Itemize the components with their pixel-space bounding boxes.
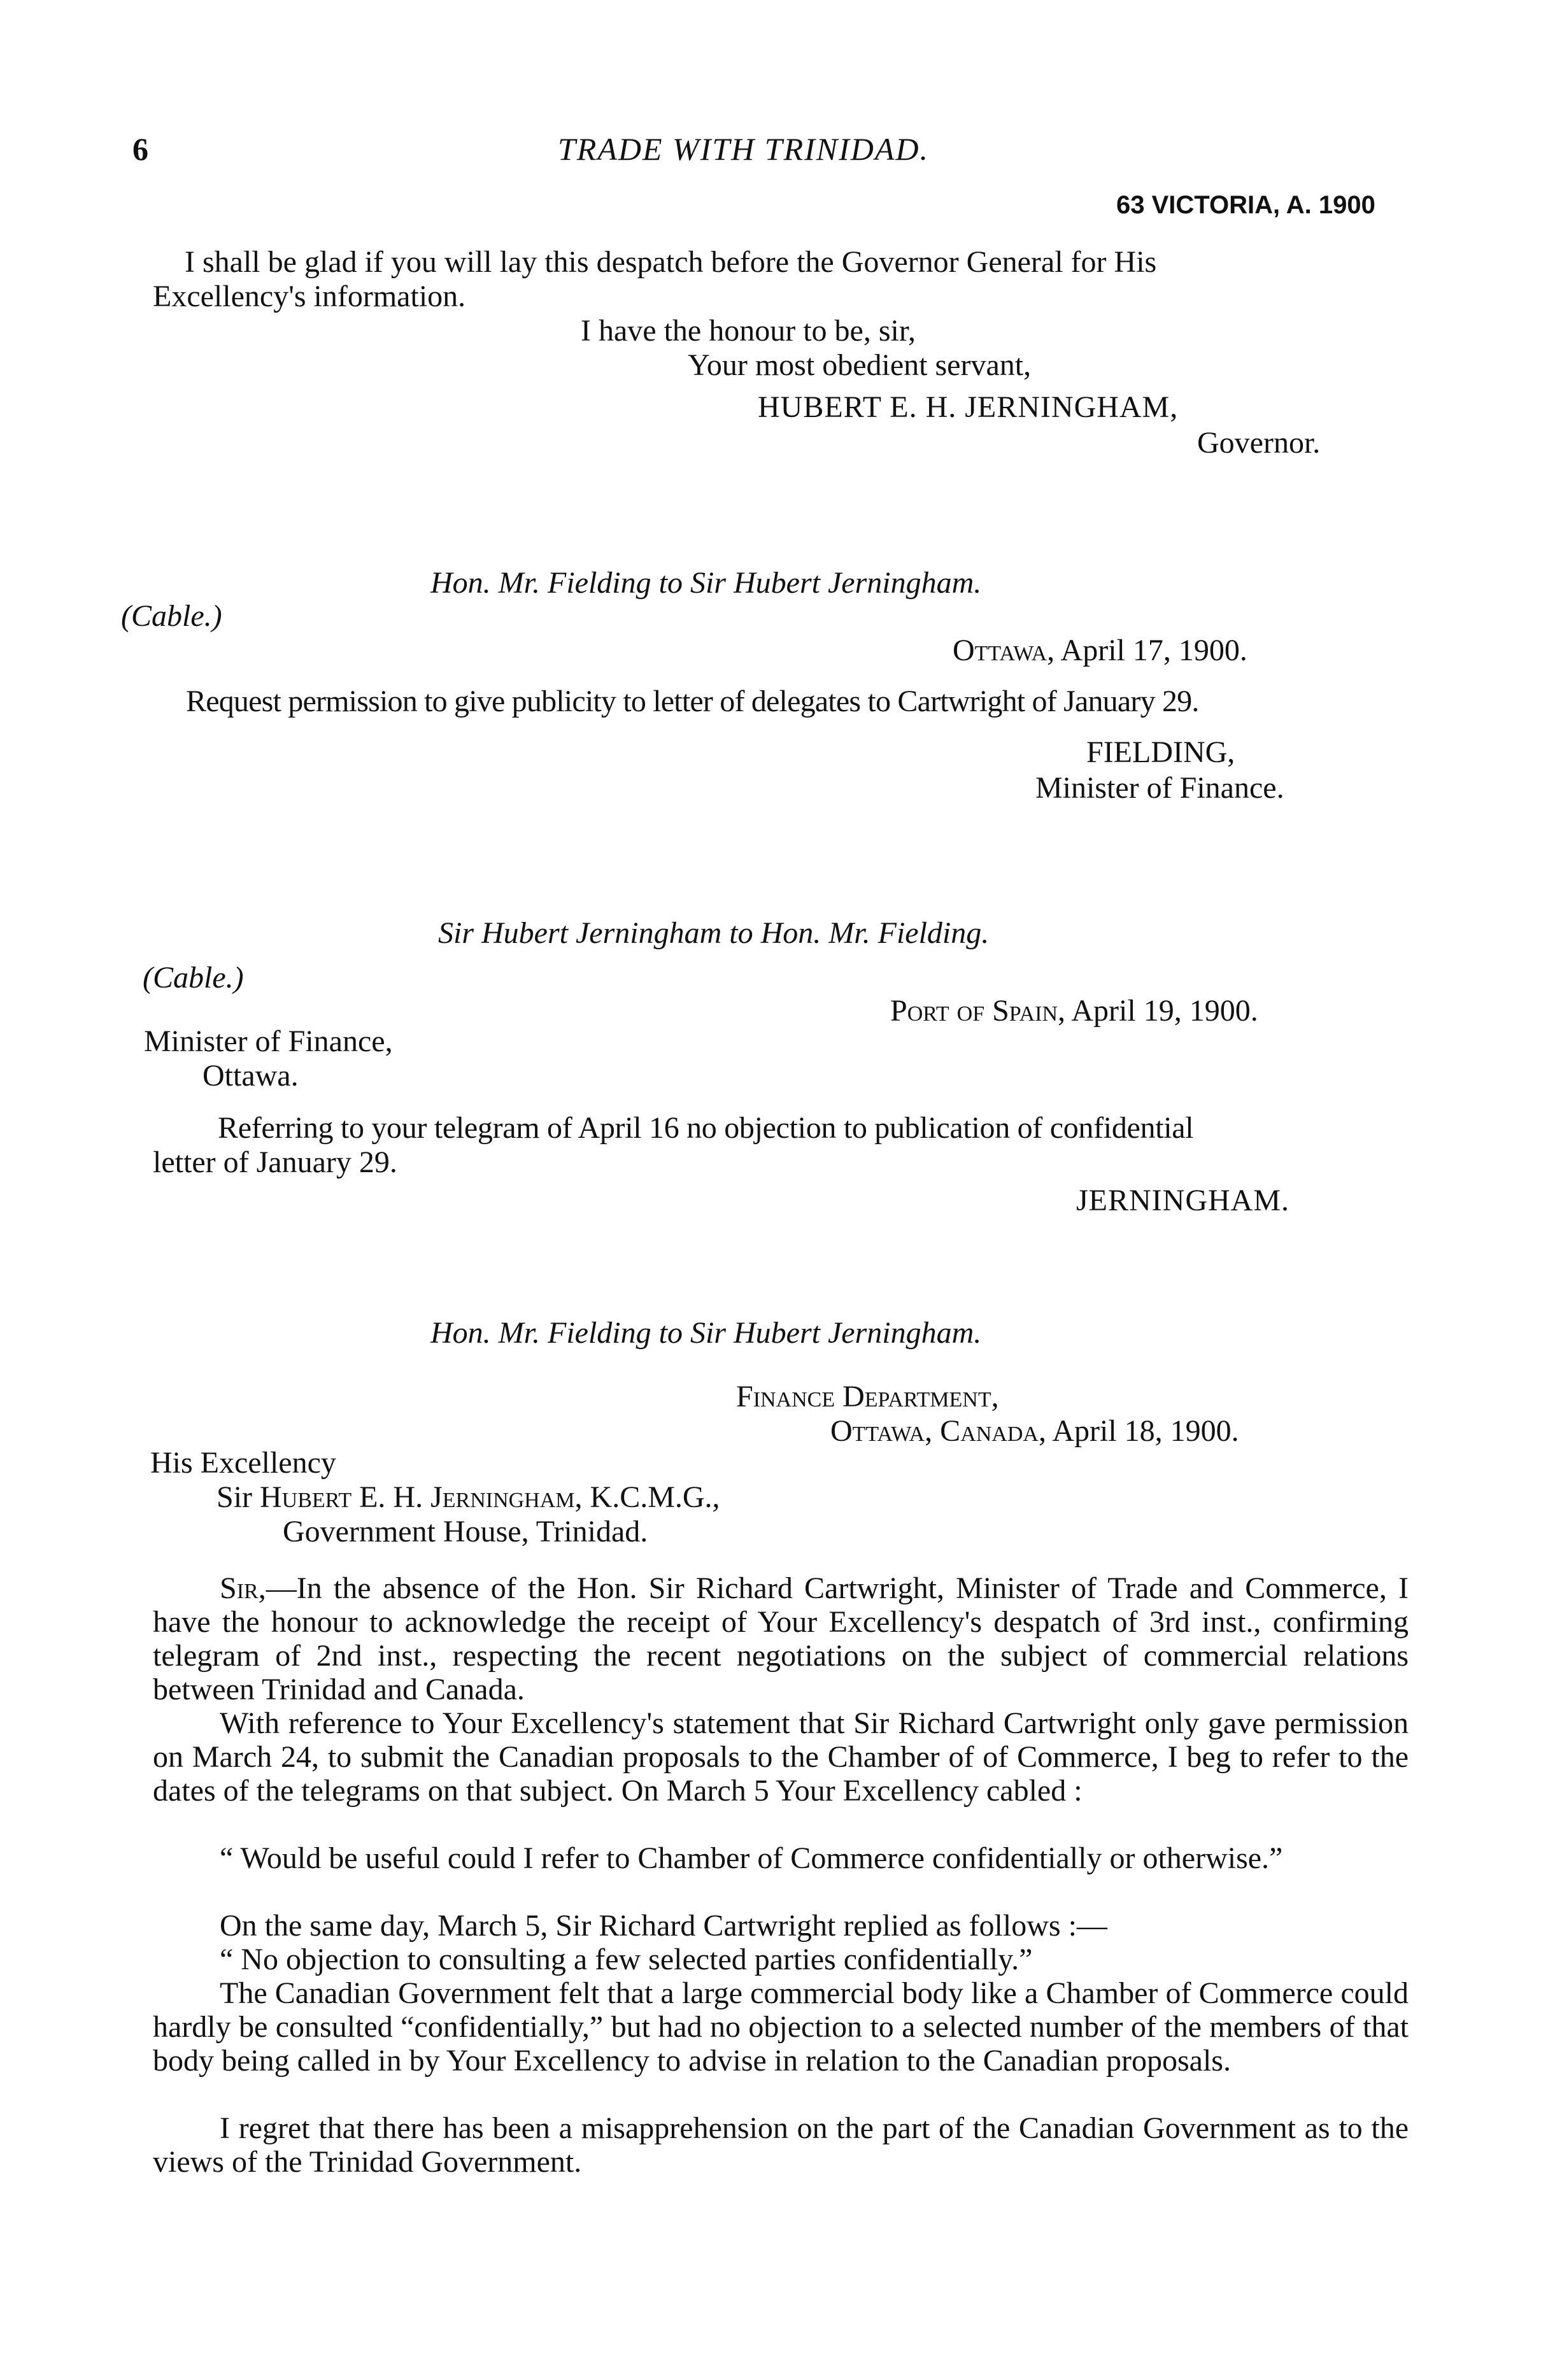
page-number: 6 (132, 131, 148, 167)
letter1-signature: HUBERT E. H. JERNINGHAM, (758, 390, 1179, 424)
cable2-tag: (Cable.) (143, 961, 244, 995)
cable2-heading: Sir Hubert Jerningham to Hon. Mr. Fielding. (438, 916, 990, 950)
letter1-body-line1: I shall be glad if you will lay this despatch before the Governor General for His (185, 245, 1157, 279)
letter2-place-date: Ottawa, Canada, April 18, 1900. (830, 1414, 1239, 1448)
cable2-signature: JERNINGHAM. (1076, 1184, 1289, 1217)
letter2-addressee-line3: Government House, Trinidad. (283, 1515, 648, 1548)
cable1-body: Request permission to give publicity to letter of delegates to Cartwright of January 29. (186, 684, 1199, 718)
letter2-paragraph-3: On the same day, March 5, Sir Richard Cartwright replied as follows :— (220, 1909, 1107, 1943)
salutation: Sir, (220, 1571, 266, 1605)
running-title: TRADE WITH TRINIDAD. (558, 131, 930, 167)
cable1-place-date: Ottawa, April 17, 1900. (953, 634, 1247, 667)
letter1-body-line2: Excellency's information. (153, 280, 466, 313)
cable2-place-date: Port of Spain, April 19, 1900. (890, 994, 1258, 1028)
cable2-addressee-line1: Minister of Finance, (144, 1024, 393, 1058)
letter1-signer-title: Governor. (1197, 426, 1321, 460)
cable2-body-line2: letter of January 29. (153, 1145, 397, 1179)
letter2-paragraph-5: I regret that there has been a misapprehension on the part of the Canadian Government as to the views of the Trinidad Government. (153, 2111, 1409, 2179)
letter2-heading: Hon. Mr. Fielding to Sir Hubert Jerningham. (430, 1316, 982, 1350)
cable1-signature: FIELDING, (1086, 735, 1235, 769)
cable1-tag: (Cable.) (121, 599, 222, 633)
cable2-body-line1: Referring to your telegram of April 16 no objection to publication of confidential (218, 1111, 1194, 1145)
letter2-paragraph-4: The Canadian Government felt that a large commercial body like a Chamber of Commerce could hardly be consulted “confidentially,” but had no objection to a selected number of the members of that body being called in by Your Excellency to advise in relation to the Canadian proposals. (153, 1976, 1409, 2078)
letter2-paragraph-2: With reference to Your Excellency's statement that Sir Richard Cartwright only gave permission on March 24, to submit the Canadian proposals to the Chamber of of Commerce, I beg to refer to the dates of the telegrams on that subject. On March 5 Your Excellency cabled : (153, 1706, 1409, 1808)
cable1-heading: Hon. Mr. Fielding to Sir Hubert Jerningham. (430, 566, 982, 600)
letter2-addressee-line2: Sir Hubert E. H. Jerningham, K.C.M.G., (217, 1480, 720, 1514)
letter2-addressee-line1: His Excellency (150, 1446, 336, 1480)
letter1-honour: I have the honour to be, sir, (581, 314, 916, 348)
letter2-department: Finance Department, (736, 1380, 999, 1413)
letter2-quote-2: “ No objection to consulting a few selected parties confidentially.” (220, 1943, 1033, 1976)
letter1-servant: Your most obedient servant, (688, 348, 1032, 382)
letter2-quote-1: “ Would be useful could I refer to Chamber of Commerce confidentially or otherwise.” (220, 1841, 1283, 1875)
cable1-signer-title: Minister of Finance. (1035, 771, 1284, 805)
letter2-paragraph-1: Sir,—In the absence of the Hon. Sir Richard Cartwright, Minister of Trade and Commerce, I have the honour to acknowledge the receipt of Your Excellency's despatch of 3rd inst., confirming telegram of 2nd inst., respecting the recent negotiations on the subject of commercial relations between Trinidad and Canada. (153, 1571, 1409, 1706)
cable2-addressee-line2: Ottawa. (202, 1059, 299, 1093)
session-heading: 63 VICTORIA, A. 1900 (1116, 191, 1375, 219)
